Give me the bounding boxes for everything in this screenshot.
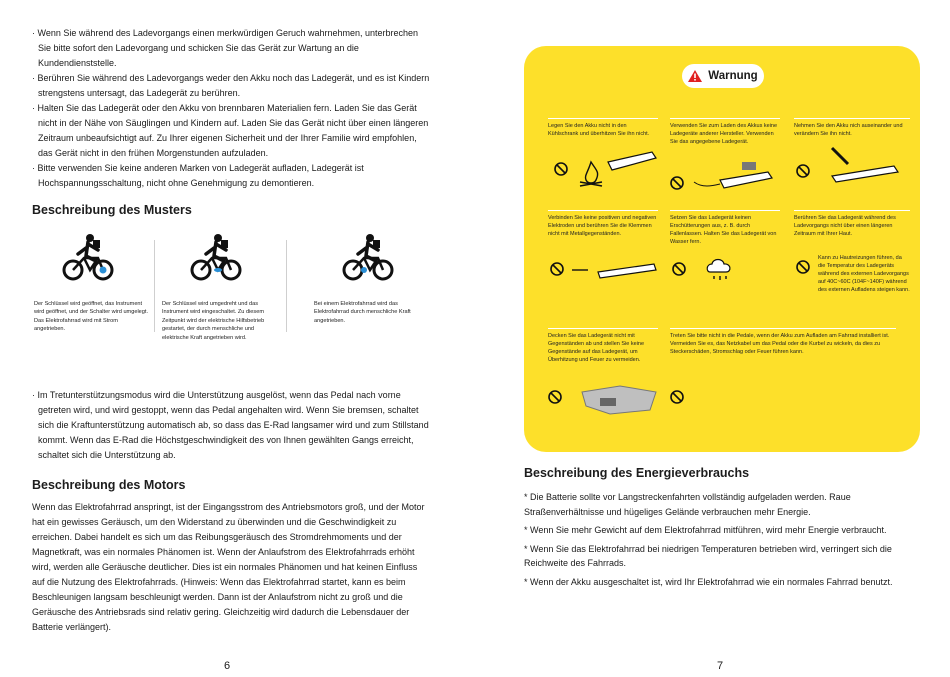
warning-cell (670, 328, 896, 418)
warning-cell (548, 210, 658, 290)
prohibited-icon (670, 176, 684, 190)
battery-icon (606, 148, 658, 174)
warning-text: Legen Sie den Akku nicht in den Kühlschrank und überhitzen Sie ihn nicht. (548, 123, 650, 137)
prohibited-icon (796, 164, 810, 178)
divider (670, 118, 780, 119)
page-number: 7 (717, 660, 724, 672)
warning-text: Setzen Sie das Ladegerät keinen Erschütterungen aus, z. B. durch Fallenlassen. Halten Sie das Ladegerät von Wasser fern. (670, 215, 777, 245)
mode-electric (30, 226, 150, 356)
energy-bullets (524, 490, 920, 593)
energy-bullet-2: * Wenn Sie mehr Gewicht auf dem Elektrofahrrad mitführen, wird mehr Energie verbraucht. (524, 525, 887, 535)
mode-caption: Der Schlüssel wird umgedreht und das Instrument wird eingeschaltet. Zu diesem Zeitpunkt wird der elektrische Hilfsbetrieb gestartet, der durch menschliche und elektrische Kraft angetrieben wird. (162, 301, 265, 341)
warning-triangle-icon (688, 70, 702, 82)
metal-contact-battery-icon (570, 258, 658, 280)
electric-bike-icon (60, 230, 116, 286)
bullet-4: · Bitte verwenden Sie keine anderen Marken von Ladegerät aufladen, Ladegerät ist Hochspannungsschaltung, nicht ohne Genehmigung zu demontieren. (32, 163, 364, 188)
mode-human (310, 226, 430, 356)
warning-text: Decken Sie das Ladegerät nicht mit Gegenständen ab und stellen Sie keine Gegenstände auf das Ladegerät, um Überhitzung und Feuer zu vermeiden. (548, 333, 645, 363)
warning-title (682, 64, 764, 88)
energy-heading: Beschreibung des Energieverbrauchs (524, 466, 750, 480)
mode-caption: Bei einem Elektrofahrrad wird das Elektrofahrrad durch menschliche Kraft angetrieben. (314, 301, 411, 324)
fire-icon (576, 160, 606, 188)
bullet-2: · Berühren Sie während des Ladevorgangs weder den Akku noch das Ladegerät, und es ist Kindern strengstens untersagt, das Ladegerät zu berühren. (32, 73, 430, 98)
modes-heading: Beschreibung des Musters (32, 203, 192, 217)
warning-cell (670, 118, 780, 200)
skin-irritation-note: Kann zu Hautreizungen führen, da die Temperatur des Ladegeräts während des externen Ladevorgangs auf 40C~60C (104F~140F) während des externen Aufladens steigen kann. (818, 255, 910, 293)
human-powered-bike-icon (340, 230, 396, 286)
warning-text: Treten Sie bitte nicht in die Pedale, wenn der Akku zum Aufladen am Fahrrad installiert ist. Vermeiden Sie es, das Netzkabel um das Pedal oder die Kurbel zu wickeln, da dies zu Steckerschäden, Stromschlag oder Feuer führen kann. (670, 333, 890, 355)
rain-cloud-icon (704, 254, 734, 284)
charger-icon (690, 158, 776, 192)
covered-charger-icon (580, 384, 658, 416)
pedal-assist-text: · Im Tretunterstützungsmodus wird die Unterstützung ausgelöst, wenn das Pedal nach vorne getreten wird, und wird gestoppt, wenn das Pedal angehalten wird. Wenn Sie bremsen, schaltet sich die Kraftunterstützung automatisch ab, so dass das E-Rad langsamer wird und zum Stillstand kommt. Wenn das E-Rad die Höchstgeschwindigkeit des von Ihnen gewählten Gangs erreicht, schaltet sich die Unterstützung ab. (32, 390, 429, 460)
bullet-1: · Wenn Sie während des Ladevorgangs einen merkwürdigen Geruch wahrnehmen, unterbrechen Sie bitte sofort den Ladevorgang und schicken Sie das Gerät zur Wartung an die Kundendienststelle. (32, 28, 419, 68)
warning-cell (794, 210, 910, 322)
mode-caption: Der Schlüssel wird geöffnet, das Instrument wird geöffnet, und der Schalter wird umgelegt. Das Elektrofahrrad wird mit Strom angetrieben. (34, 301, 149, 333)
prohibited-icon (554, 162, 568, 176)
warning-label: Warnung (708, 70, 758, 82)
prohibited-icon (672, 262, 686, 276)
warning-cell (548, 118, 658, 200)
divider (286, 240, 287, 332)
warning-text: Verwenden Sie zum Laden des Akkus keine Ladegeräte anderer Hersteller. Verwenden Sie das angegebene Ladegerät. (670, 123, 778, 145)
prohibited-icon (548, 390, 562, 404)
energy-bullet-1: * Die Batterie sollte vor Langstreckenfahrten vollständig aufgeladen werden. Raue Straßenverhältnisse und hügeliges Gelände verbrauchen mehr Energie. (524, 492, 851, 517)
bullet-3: · Halten Sie das Ladegerät oder den Akku von brennbaren Materialien fern. Laden Sie das Gerät nicht in der Nähe von Säuglingen und Kindern auf. Laden Sie das Gerät nicht über einen längeren Zeitraum unbeaufsichtigt auf. Zu Ihrer eigenen Sicherheit und der Ihrer Familie wird empfohlen, das Gerät nicht in den frühen Morgenstunden aufzuladen. (32, 103, 429, 158)
modes-section (30, 226, 426, 356)
divider (794, 210, 910, 211)
motor-heading: Beschreibung des Motors (32, 478, 186, 492)
prohibited-icon (550, 262, 564, 276)
energy-bullet-4: * Wenn der Akku ausgeschaltet ist, wird Ihr Elektrofahrrad wie ein normales Fahrrad benutzt. (524, 576, 893, 587)
motor-paragraph: Wenn das Elektrofahrrad anspringt, ist der Eingangsstrom des Antriebsmotors groß, und der Motor hat ein gewisses Geräusch, um den Widerstand zu überwinden und die Geschwindigkeit zu erreichen. Dabei handelt es sich um das Reibungsgeräusch des Stromdrehmoments und der Magnetkraft, was ein normales Phänomen ist. Wenn der Anlaufstrom des Elektrofahrrads erhöht wird, werden alle Geräusche deutlicher. Dies ist ein normales Phänomen und hat keinen Einfluss auf die Nutzung des Elektrofahrrads. (Hinweis: Wenn das Elektrofahrrad startet, kann es beim Beschleunigen langsam beschleunigt werden. Dann ist der Anlaufstrom nicht zu groß und die Geräusche des Antriebsrads sind relativ gering. Gleichzeitig wird dadurch die Lebensdauer der Batterie verlängert). (32, 502, 425, 632)
divider (670, 328, 896, 329)
divider (670, 210, 780, 211)
prohibited-icon (796, 260, 810, 274)
warning-cell (794, 118, 910, 200)
prohibited-icon (670, 390, 684, 404)
pedal-assist-bike-icon (188, 230, 244, 286)
pedal-assist-paragraph (32, 388, 430, 463)
charging-safety-bullets (32, 26, 430, 191)
mode-assist (158, 226, 278, 356)
divider (548, 118, 658, 119)
page-number: 6 (224, 660, 231, 672)
warning-text: Berühren Sie das Ladegerät während des Ladevorgangs nicht über einen längeren Zeitraum mit Ihrer Haut. (794, 215, 896, 237)
energy-bullet-3: * Wenn Sie das Elektrofahrrad bei niedrigen Temperaturen betrieben wird, verringert sich die Reichweite des Fahrrads. (524, 543, 892, 568)
divider (154, 240, 155, 332)
warning-text: Verbinden Sie keine positiven und negativen Elektroden und berühren Sie die Klemmen nicht mit Metallgegenständen. (548, 215, 657, 237)
divider (548, 210, 658, 211)
screwdriver-battery-icon (824, 146, 904, 186)
warning-text: Nehmen Sie den Akku nich auseinander und verändern Sie ihn nicht. (794, 123, 903, 137)
warning-cell (548, 328, 658, 418)
warning-cell (670, 210, 780, 290)
divider (794, 118, 910, 119)
divider (548, 328, 658, 329)
